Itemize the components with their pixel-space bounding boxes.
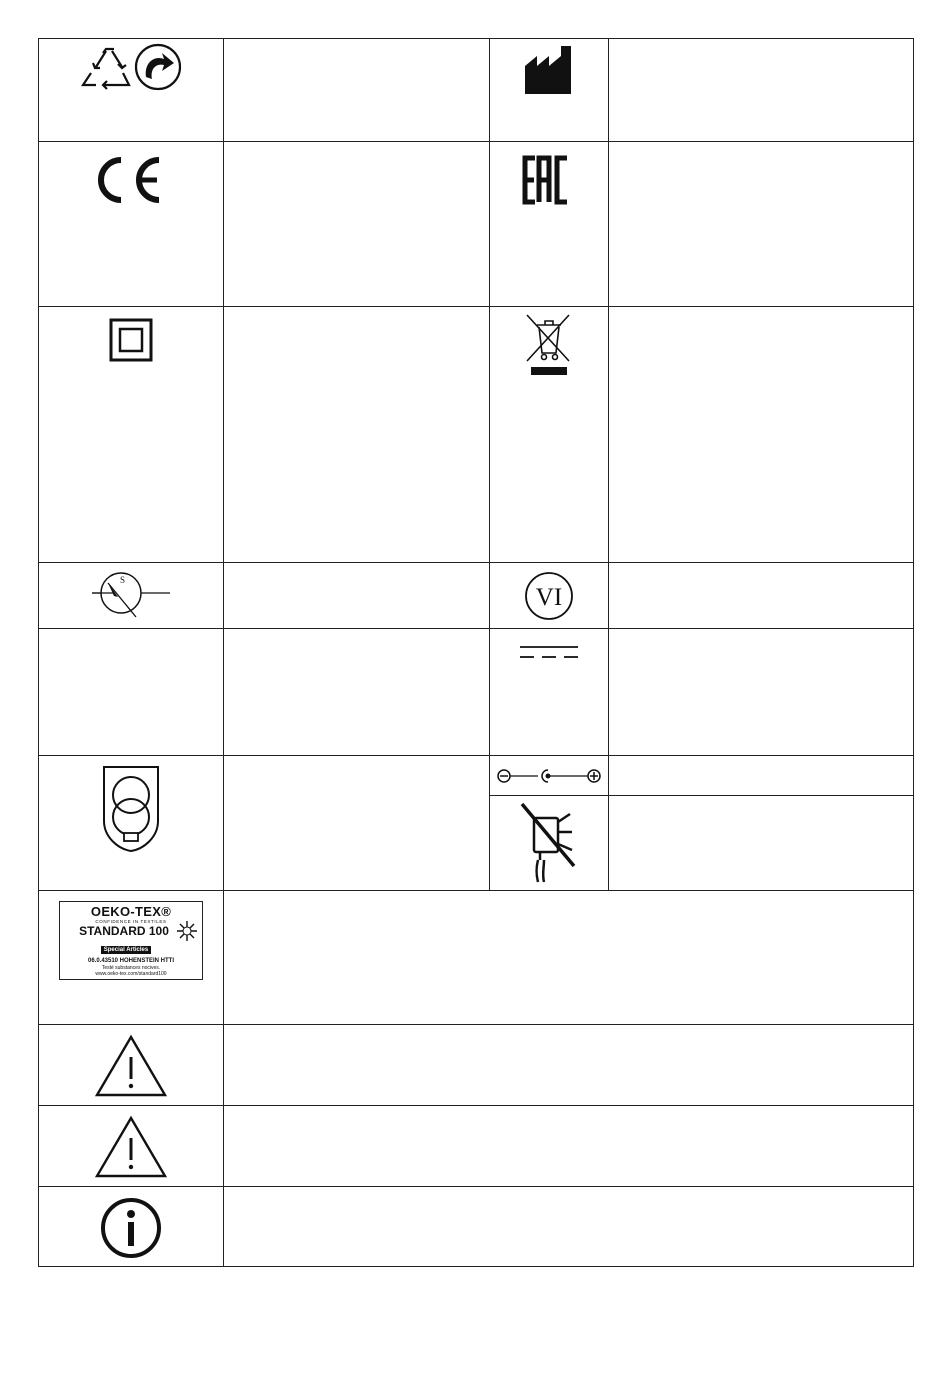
thermal-s-label: S bbox=[120, 575, 126, 585]
oeko-tex-title: OEKO-TEX® bbox=[90, 904, 172, 919]
symbol-cell bbox=[490, 796, 609, 891]
oeko-tex-sun-icon bbox=[176, 920, 198, 942]
warning-icon bbox=[93, 1033, 169, 1097]
description-cell bbox=[609, 142, 914, 307]
description-cell bbox=[224, 1187, 914, 1267]
description-cell bbox=[224, 563, 490, 629]
symbol-cell bbox=[39, 1187, 224, 1267]
description-cell bbox=[609, 629, 914, 756]
symbol-cell bbox=[490, 142, 609, 307]
direct-current-icon bbox=[514, 637, 584, 667]
symbol-cell bbox=[39, 891, 224, 1025]
symbol-cell bbox=[39, 629, 224, 756]
table-row bbox=[39, 756, 914, 796]
table-row bbox=[39, 1106, 914, 1187]
class-ii-icon bbox=[106, 315, 156, 365]
table-row bbox=[39, 142, 914, 307]
oeko-tex-standard: STANDARD 100 bbox=[79, 924, 169, 938]
table-row bbox=[39, 39, 914, 142]
weee-bin-icon bbox=[519, 311, 579, 381]
table-row bbox=[39, 307, 914, 563]
description-cell bbox=[224, 39, 490, 142]
symbol-cell bbox=[490, 756, 609, 796]
green-dot-icon bbox=[136, 45, 180, 89]
symbol-cell bbox=[39, 142, 224, 307]
description-cell bbox=[224, 1025, 914, 1106]
table-row bbox=[39, 1187, 914, 1267]
ce-mark-icon bbox=[91, 154, 171, 206]
symbols-table bbox=[38, 38, 914, 1267]
symbol-cell bbox=[39, 1025, 224, 1106]
polarity-icon bbox=[494, 764, 604, 788]
oeko-tex-label bbox=[59, 901, 203, 980]
oeko-tex-number: 06.0.43510 HOHENSTEIN HTTI bbox=[87, 958, 175, 964]
symbol-cell bbox=[490, 307, 609, 563]
thermal-switch-icon bbox=[86, 569, 176, 623]
description-cell bbox=[224, 142, 490, 307]
description-cell bbox=[224, 629, 490, 756]
vi-label: VI bbox=[535, 584, 563, 611]
table-row bbox=[39, 563, 914, 629]
description-cell bbox=[224, 891, 914, 1025]
description-cell bbox=[224, 756, 490, 891]
description-cell bbox=[609, 796, 914, 891]
description-cell bbox=[609, 563, 914, 629]
oeko-tex-special: Special Articles bbox=[101, 946, 151, 954]
symbol-cell bbox=[490, 39, 609, 142]
symbol-cell bbox=[39, 307, 224, 563]
description-cell bbox=[224, 1106, 914, 1187]
symbol-cell bbox=[490, 563, 609, 629]
symbol-cell bbox=[490, 629, 609, 756]
no-adapter-icon bbox=[514, 800, 584, 886]
recycling-icon bbox=[76, 43, 186, 99]
table-row bbox=[39, 629, 914, 756]
table-row bbox=[39, 1025, 914, 1106]
description-cell bbox=[609, 39, 914, 142]
oeko-tex-url: www.oeko-tex.com/standard100 bbox=[95, 971, 167, 977]
description-cell bbox=[224, 307, 490, 563]
symbol-cell bbox=[39, 39, 224, 142]
caution-icon bbox=[93, 1114, 169, 1178]
safety-transformer-icon bbox=[96, 763, 166, 853]
table-row bbox=[39, 891, 914, 1025]
info-icon bbox=[98, 1195, 164, 1261]
symbol-cell bbox=[39, 563, 224, 629]
description-cell bbox=[609, 307, 914, 563]
description-cell bbox=[609, 756, 914, 796]
oeko-tex-tagline: CONFIDENCE IN TEXTILES bbox=[95, 919, 167, 924]
symbol-cell bbox=[39, 1106, 224, 1187]
efficiency-level-vi-icon bbox=[519, 569, 579, 623]
manufacturer-icon bbox=[519, 44, 579, 104]
oeko-tex-tested: Testé substances nocives. bbox=[101, 965, 161, 971]
symbol-cell bbox=[39, 756, 224, 891]
eac-mark-icon bbox=[519, 154, 579, 206]
